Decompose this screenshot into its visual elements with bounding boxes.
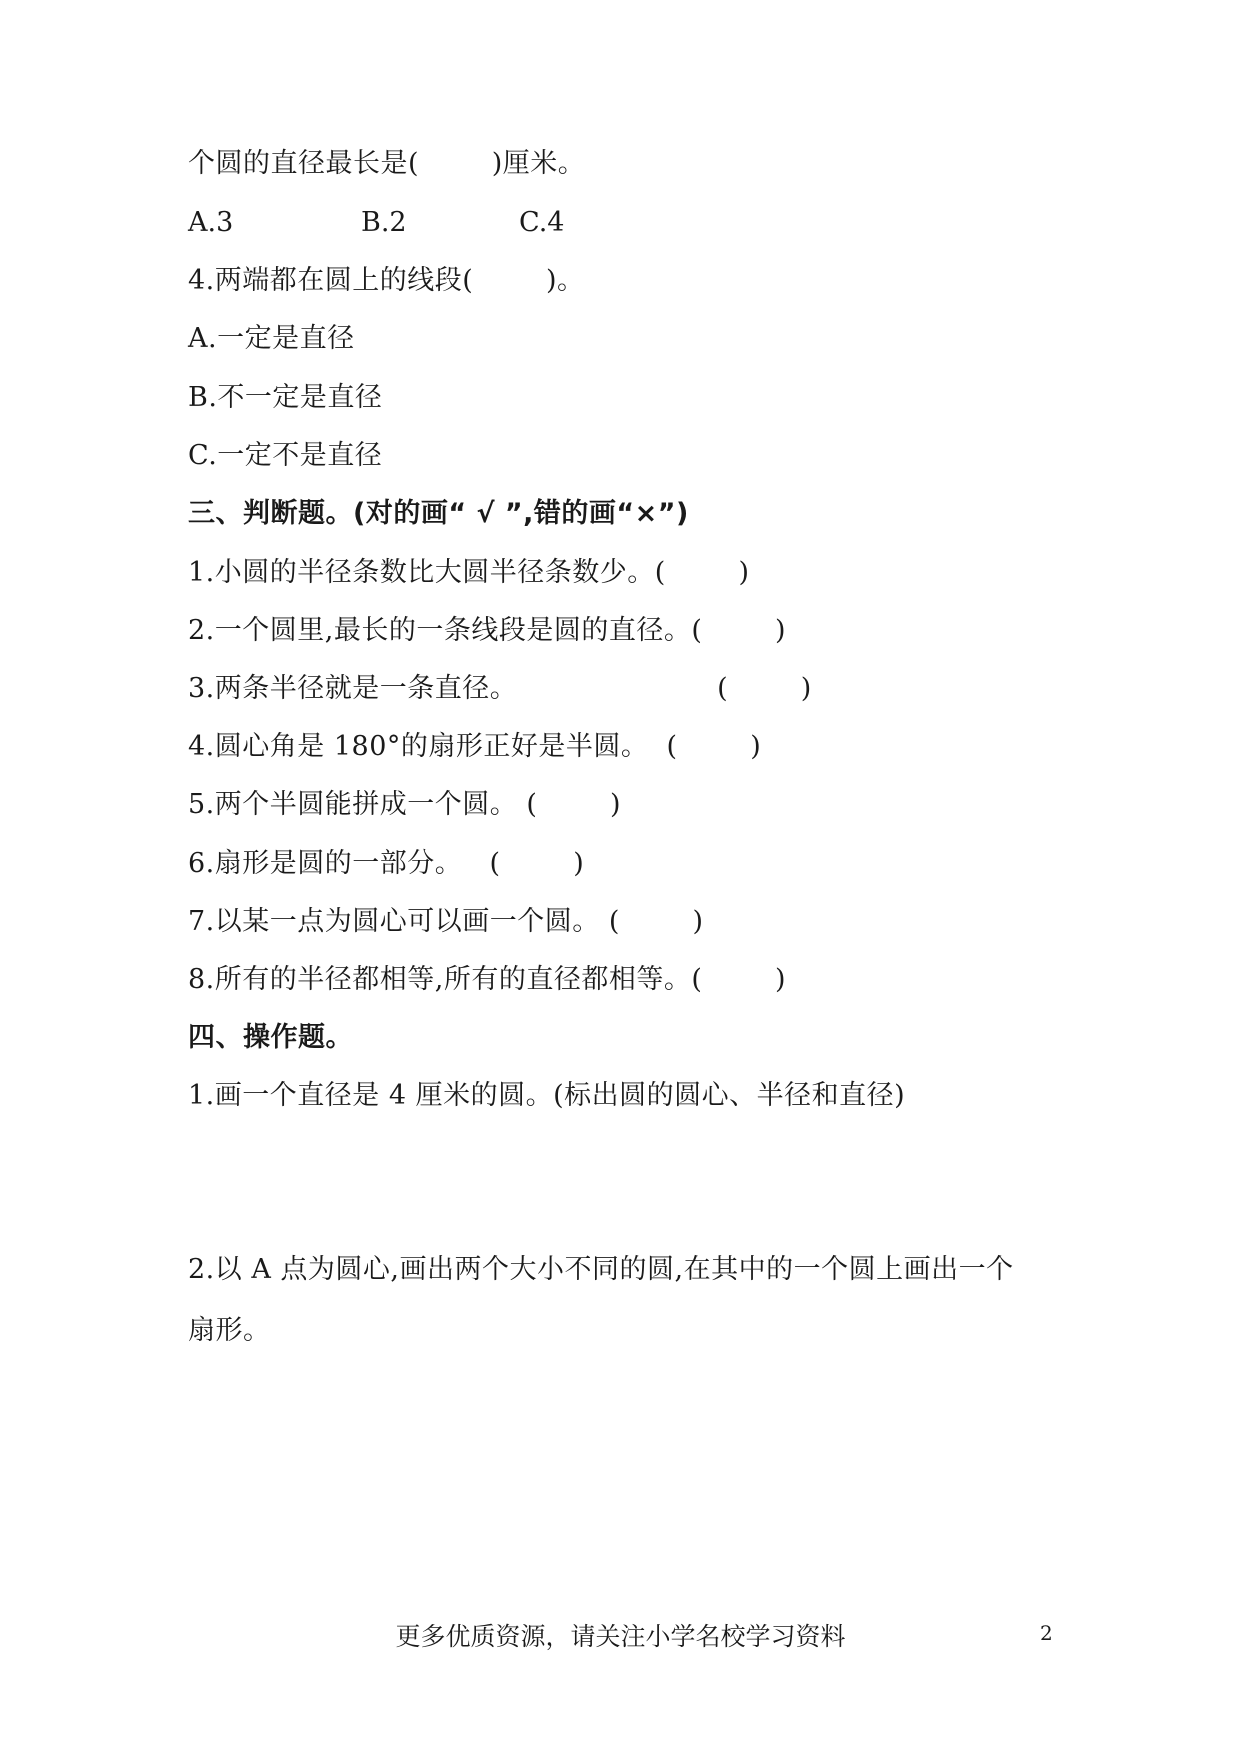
option-b: B.2 — [361, 207, 407, 238]
judgement-item: 2.一个圆里,最长的一条线段是圆的直径。( ) — [188, 615, 787, 646]
judgement-item: 8.所有的半径都相等,所有的直径都相等。( ) — [188, 964, 787, 995]
question-3-tail: 个圆的直径最长是( )厘米。 — [188, 148, 586, 179]
question-4-stem: 4.两端都在圆上的线段( )。 — [188, 265, 585, 296]
option-a: A.3 — [188, 207, 234, 238]
option-c: C.4 — [519, 207, 565, 238]
footer-text: 更多优质资源，请关注小学名校学习资料 — [395, 1622, 846, 1651]
judgement-item: 4.圆心角是 180°的扇形正好是半圆。 ( ) — [188, 731, 762, 762]
judgement-item: 6.扇形是圆的一部分。 ( ) — [188, 848, 585, 879]
page-number: 2 — [1040, 1621, 1053, 1645]
judgement-item: 5.两个半圆能拼成一个圆。 ( ) — [188, 789, 622, 820]
section-3-heading: 三、判断题。(对的画“ √ ”,错的画“×”) — [188, 498, 689, 529]
judgement-item: 7.以某一点为圆心可以画一个圆。 ( ) — [188, 906, 704, 937]
option-a: A.一定是直径 — [188, 323, 355, 354]
judgement-item: 3.两条半径就是一条直径。 ( ) — [188, 673, 812, 704]
section-4-heading: 四、操作题。 — [188, 1022, 353, 1053]
operation-question-1: 1.画一个直径是 4 厘米的圆。(标出圆的圆心、半径和直径) — [188, 1080, 906, 1111]
judgement-item: 1.小圆的半径条数比大圆半径条数少。( ) — [188, 557, 750, 588]
option-c: C.一定不是直径 — [188, 440, 383, 471]
option-b: B.不一定是直径 — [188, 382, 383, 413]
operation-question-2-line-1: 2.以 A 点为圆心,画出两个大小不同的圆,在其中的一个圆上画出一个 — [188, 1254, 1014, 1285]
operation-question-2-line-2: 扇形。 — [188, 1315, 271, 1346]
